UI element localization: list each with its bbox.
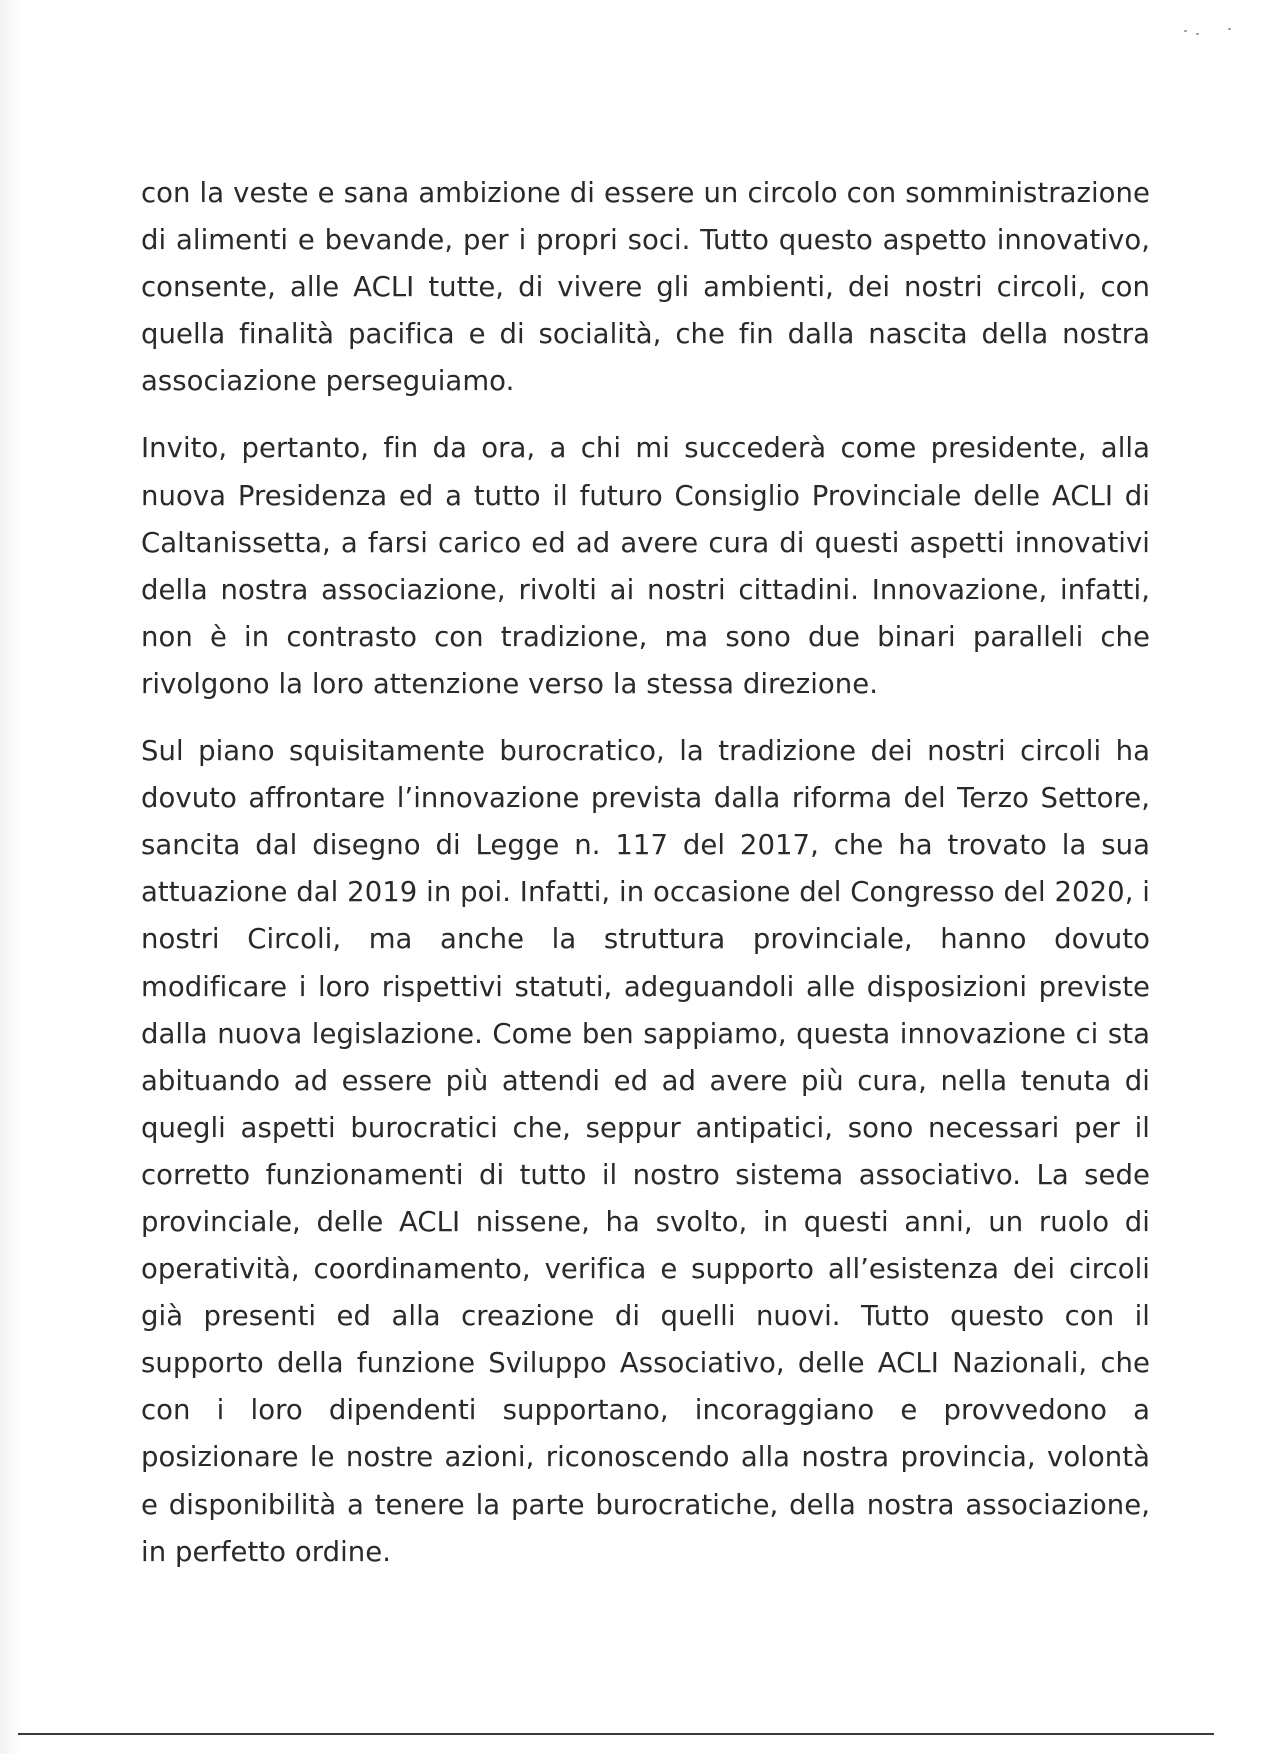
paragraph-circolo-somministrazione: con la veste e sana ambizione di essere un circolo con somministrazione di alimenti e bevande, per i propri soci. Tutto questo aspetto innovativo, consente, alle ACLI tutte, di vivere gli ambienti, dei nostri circoli, con quella finalità pacifica e di socialità, che fin dalla nascita della nostra associazione perseguiamo.	[141, 177, 1150, 398]
paragraph-invito-presidenza: Invito, pertanto, fin da ora, a chi mi succederà come presidente, alla nuova Presidenza ed a tutto il futuro Consiglio Provinciale delle ACLI di Caltanissetta, a farsi carico ed ad avere cura di questi aspetti innovativi della nostra associazione, rivolti ai nostri cittadini. Innovazione, infatti, non è in contrasto con tradizione, ma sono due binari paralleli che rivolgono la loro attenzione verso la stessa direzione.	[141, 432, 1150, 700]
footer-divider	[18, 1733, 1214, 1735]
body-text	[141, 170, 1150, 1596]
scan-speck	[1228, 28, 1231, 30]
scan-specks	[1184, 24, 1244, 38]
scan-speck	[1196, 33, 1199, 35]
paragraph-piano-burocratico: Sul piano squisitamente burocratico, la tradizione dei nostri circoli ha dovuto affrontare l’innovazione prevista dalla riforma del Terzo Settore, sancita dal disegno di Legge n. 117 del 2017, che ha trovato la sua attuazione dal 2019 in poi. Infatti, in occasione del Congresso del 2020, i nostri Circoli, ma anche la struttura provinciale, hanno dovuto modificare i loro rispettivi statuti, adeguandoli alle disposizioni previste dalla nuova legislazione. Come ben sappiamo, questa innovazione ci sta abituando ad essere più attendi ed ad avere più cura, nella tenuta di quegli aspetti burocratici che, seppur antipatici, sono necessari per il corretto funzionamenti di tutto il nostro sistema associativo. La sede provinciale, delle ACLI nissene, ha svolto, in questi anni, un ruolo di operatività, coordinamento, verifica e supporto all’esistenza dei circoli già presenti ed alla creazione di quelli nuovi. Tutto questo con il supporto della funzione Sviluppo Associativo, delle ACLI Nazionali, che con i loro dipendenti supportano, incoraggiano e provvedono a posizionare le nostre azioni, riconoscendo alla nostra provincia, volontà e disponibilità a tenere la parte burocratiche, della nostra associazione, in perfetto ordine.	[141, 735, 1150, 1568]
scan-edge-shadow	[0, 0, 22, 1754]
scan-speck	[1184, 30, 1187, 32]
